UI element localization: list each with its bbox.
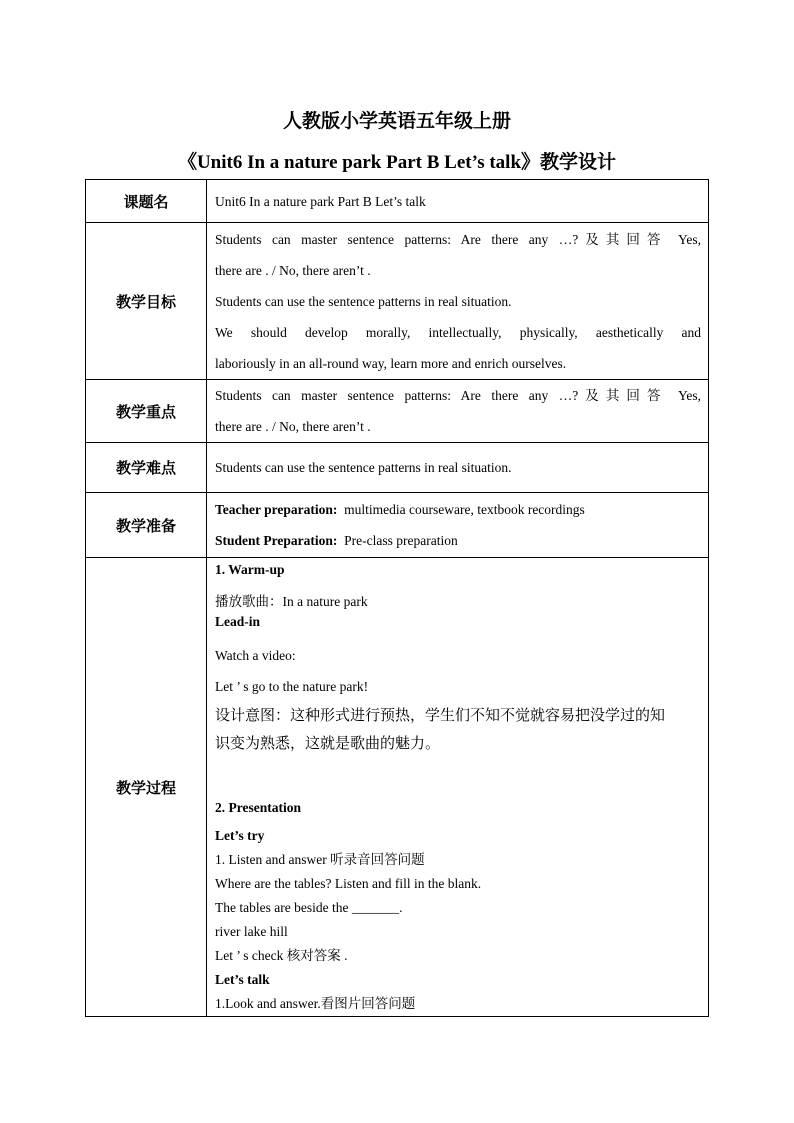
watch-line: Watch a video: [215,648,296,663]
teacher-prep-text: multimedia courseware, textbook recordings [344,502,585,517]
goals-line: Students can master sentence patterns: Are there any …?及其回答 Yes, [215,231,701,247]
look-line: 1.Look and answer.看图片回答问题 [215,996,416,1011]
check-line: Let ’ s check 核对答案 . [215,948,348,963]
preparation-text [207,493,709,558]
try-heading: Let’s try [215,828,265,843]
presentation-heading: 2. Presentation [215,800,301,815]
goals-line: We should develop morally, intellectually, physically, aesthetically and [215,324,701,340]
student-prep-text: Pre-class preparation [344,533,458,548]
label-key-points: 教学重点 [86,380,207,443]
song-line: 播放歌曲：In a nature park [215,594,368,609]
goals-text [207,223,709,380]
label-preparation: 教学准备 [86,493,207,558]
goals-line: there are . / No, there aren’t . [215,262,371,278]
label-topic: 课题名 [86,180,207,223]
warmup-heading: 1. Warm-up [215,562,285,577]
key-points-text [207,380,709,443]
row-key-points [86,380,709,443]
student-prep-label: Student Preparation: [215,533,338,548]
difficulties-text: Students can use the sentence patterns in real situation. [207,443,709,493]
document-subtitle: 《Unit6 In a nature park Part B Let’s talk》教学设计 [177,152,617,173]
options-line: river lake hill [215,924,288,939]
go-line: Let ’ s go to the nature park! [215,679,369,694]
listen-line: 1. Listen and answer 听录音回答问题 [215,852,425,867]
topic-text: Unit6 In a nature park Part B Let’s talk [207,180,709,223]
row-difficulties [86,443,709,493]
where-line: Where are the tables? Listen and fill in the blank. [215,876,482,891]
teacher-prep-label: Teacher preparation: [215,502,338,517]
row-process [86,558,709,1017]
talk-heading: Let’s talk [215,972,270,987]
leadin-heading: Lead-in [215,614,261,629]
goals-line: laboriously in an all-round way, learn more and enrich ourselves. [215,355,567,371]
key-points-line: Students can master sentence patterns: Are there any …?及其回答 Yes, [215,388,701,403]
label-difficulties: 教学难点 [86,443,207,493]
key-points-line: there are . / No, there aren’t . [215,419,371,434]
intent-line: 识变为熟悉，这就是歌曲的魅力。 [215,736,441,752]
intent-line: 设计意图：这种形式进行预热，学生们不知不觉就容易把没学过的知 [215,708,666,724]
label-goals: 教学目标 [86,223,207,380]
tables-line: The tables are beside the _______. [215,900,403,915]
label-process: 教学过程 [86,558,207,1017]
lesson-plan-table [85,179,709,1017]
row-topic [86,180,709,223]
process-text [207,558,709,1017]
row-goals [86,223,709,380]
row-preparation [86,493,709,558]
document-title: 人教版小学英语五年级上册 [282,111,511,132]
goals-line: Students can use the sentence patterns in real situation. [215,293,512,309]
